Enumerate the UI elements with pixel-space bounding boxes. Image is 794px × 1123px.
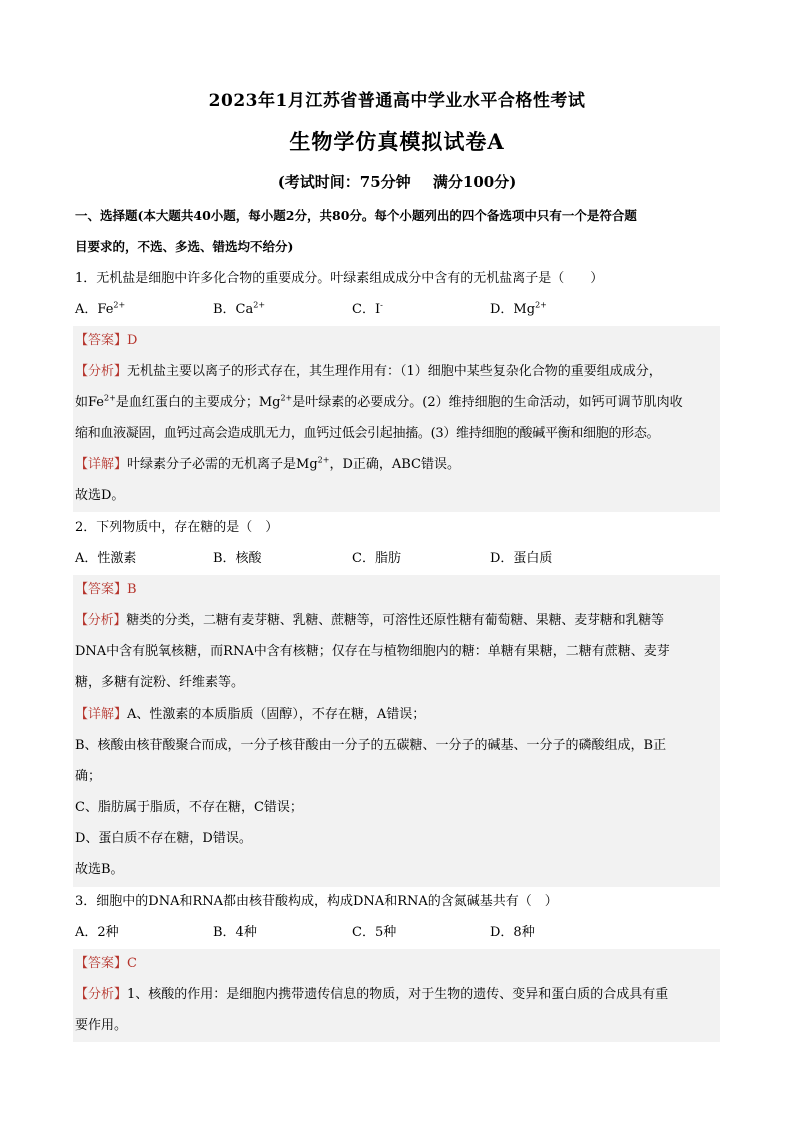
q3-option-b: B．4种 (213, 925, 257, 940)
q1-detail: 【详解】叶绿素分子必需的无机离子是$Mg^{2+}$，D正确，ABC错误。 (75, 455, 461, 472)
q3-analysis-line1: 【分析】1、核酸的作用：是细胞内携带遗传信息的物质，对于生物的遗传、变异和蛋白质的合成具有重 (75, 987, 669, 1002)
q2-detail-line1: 【详解】A、性激素的本质脂质（固醇），不存在糖，A错误； (75, 707, 426, 722)
q2-analysis-line2: DNA中含有脱氧核糖，而RNA中含有核糖；仅存在与植物细胞内的糖：单糖有果糖，二糖有蔗糖、麦芽 (75, 644, 670, 659)
exam-title: 2023年1月江苏省普通高中学业水平合格性考试 (208, 91, 586, 111)
q3-analysis-line2: 要作用。 (75, 1018, 128, 1033)
q1-stem: 1．无机盐是细胞中许多化合物的重要成分。叶绿素组成成分中含有的无机盐离子是（ ） (75, 271, 604, 286)
q2-answer: 【答案】B (75, 582, 137, 597)
q1-option-a: A．$Fe^{2+}$ (75, 300, 126, 317)
q3-option-d: D．8种 (490, 925, 535, 940)
q3-option-a: A．2种 (75, 925, 119, 940)
q2-detail-line5: D、蛋白质不存在糖，D错误。 (75, 831, 252, 846)
q1-option-d: D．$Mg^{2+}$ (490, 300, 547, 317)
q3-option-c: C．5种 (352, 925, 397, 940)
exam-time-score: (考试时间：75分钟 满分100分) (277, 173, 517, 191)
q2-option-a: A．性激素 (75, 551, 137, 566)
q2-option-b: B．核酸 (213, 551, 262, 566)
q1-conclusion: 故选D。 (75, 488, 125, 503)
q2-conclusion: 故选B。 (75, 862, 124, 877)
q2-option-d: D．蛋白质 (490, 551, 553, 566)
q3-stem: 3．细胞中的DNA和RNA都由核苷酸构成，构成DNA和RNA的含氮碱基共有（ ） (75, 894, 558, 909)
q1-option-b: B．$Ca^{2+}$ (213, 300, 266, 317)
q2-detail-line4: C、脂肪属于脂质，不存在糖，C错误； (75, 800, 303, 815)
q2-detail-line3: 确； (75, 769, 102, 784)
q1-analysis-line2: 如$Fe^{2+}$是血红蛋白的主要成分；$Mg^{2+}$是叶绿素的必要成分。(2）维持细胞的生命活动，如钙可调节肌肉收 (75, 393, 683, 410)
section-intro-line2: 目要求的，不选、多选、错选均不给分) (75, 239, 294, 254)
q2-analysis-line1: 【分析】糖类的分类，二糖有麦芽糖、乳糖、蔗糖等，可溶性还原性糖有葡萄糖、果糖、麦芽糖和乳糖等 (75, 613, 664, 628)
exam-subtitle: 生物学仿真模拟试卷A (289, 129, 505, 154)
q1-analysis-line3: 缩和血液凝固，血钙过高会造成肌无力，血钙过低会引起抽搐。(3）维持细胞的酸碱平衡和细胞的形态。 (75, 426, 660, 441)
q3-answer: 【答案】C (75, 956, 137, 971)
q2-option-c: C．脂肪 (352, 551, 401, 566)
q1-option-c: C．I- (352, 300, 383, 317)
q2-analysis-line3: 糖，多糖有淀粉、纤维素等。 (75, 675, 245, 690)
q1-analysis-line1: 【分析】无机盐主要以离子的形式存在，其生理作用有：（1）细胞中某些复杂化合物的重要组成成分， (75, 364, 662, 379)
q1-answer: 【答案】D (75, 333, 138, 348)
q2-detail-line2: B、核酸由核苷酸聚合而成，一分子核苷酸由一分子的五碳糖、一分子的碱基、一分子的磷酸组成，B正 (75, 738, 667, 753)
section-intro-line1: 一、选择题(本大题共40小题，每小题2分，共80分。每个小题列出的四个备选项中只有一个是符合题 (75, 208, 637, 223)
q1-solution-box (73, 326, 720, 512)
q2-stem: 2．下列物质中，存在糖的是（ ） (75, 520, 279, 535)
